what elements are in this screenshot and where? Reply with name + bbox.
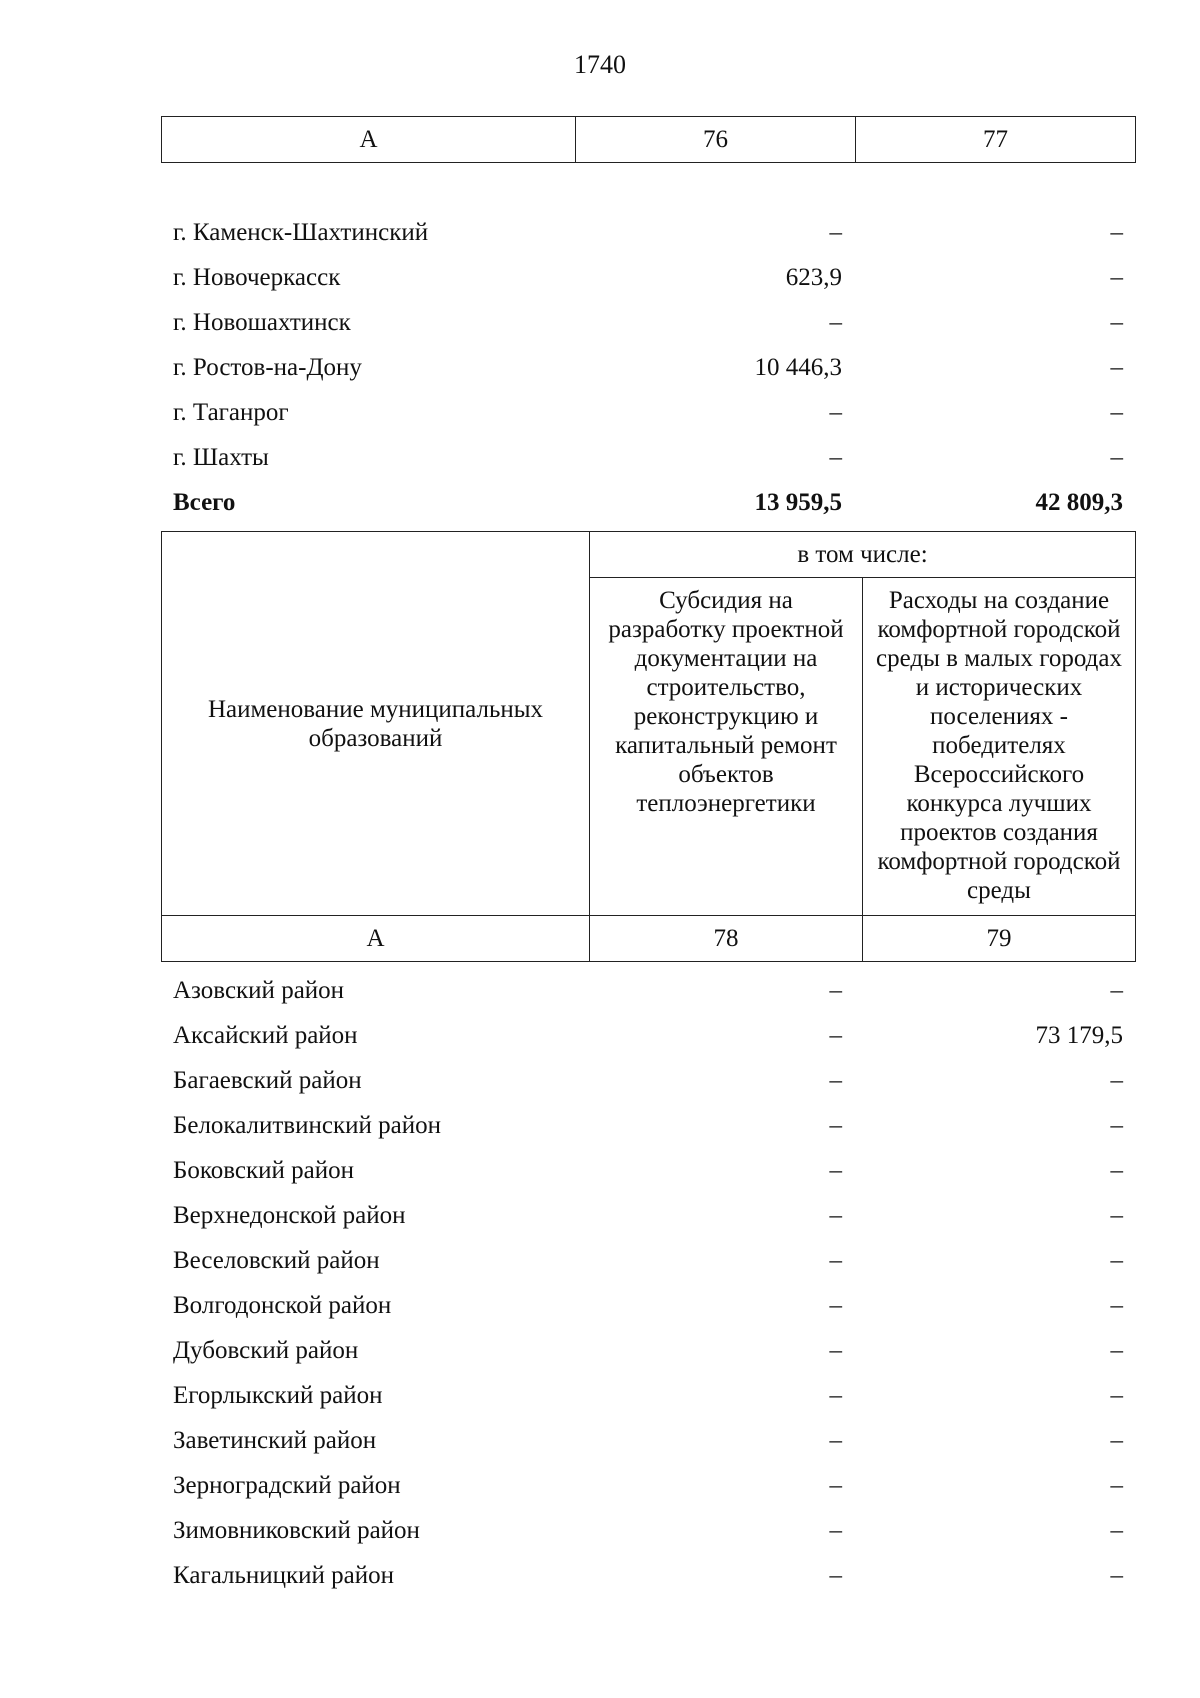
- value-col-1: –: [829, 399, 842, 426]
- value-col-2: –: [1110, 444, 1123, 471]
- table-row: [161, 210, 1135, 255]
- municipality-name: Заветинский район: [173, 1427, 377, 1454]
- table-row: [161, 300, 1135, 345]
- table-row: [161, 1553, 1135, 1598]
- table-row: [161, 1193, 1135, 1238]
- value-col-1: 13 959,5: [754, 489, 842, 516]
- value-col-2: –: [1110, 1157, 1123, 1184]
- municipality-name: Верхнедонской район: [173, 1202, 406, 1229]
- municipality-name: Всего: [173, 489, 236, 516]
- table-row: [161, 1013, 1135, 1058]
- municipality-name: Кагальницкий район: [173, 1562, 395, 1589]
- table-row: [161, 435, 1135, 480]
- value-col-1: –: [829, 1022, 842, 1049]
- header-col-76: 76: [576, 117, 856, 163]
- header-col-a: А: [162, 916, 590, 962]
- table-row: [161, 1508, 1135, 1553]
- header-including: в том числе:: [590, 532, 1136, 578]
- value-col-2: –: [1110, 219, 1123, 246]
- value-col-1: –: [829, 1247, 842, 1274]
- value-col-1: 10 446,3: [754, 354, 842, 381]
- value-col-1: –: [829, 219, 842, 246]
- municipality-name: Волгодонской район: [173, 1292, 392, 1319]
- municipality-name: Аксайский район: [173, 1022, 358, 1049]
- value-col-2: –: [1110, 309, 1123, 336]
- header-col-77: 77: [856, 117, 1136, 163]
- header-col-a: А: [162, 117, 576, 163]
- value-col-2: –: [1110, 1562, 1123, 1589]
- table-row: [161, 1328, 1135, 1373]
- value-col-2: –: [1110, 1202, 1123, 1229]
- municipality-name: г. Каменск-Шахтинский: [173, 219, 429, 246]
- table-row: [161, 1283, 1135, 1328]
- value-col-1: –: [829, 1067, 842, 1094]
- value-col-1: –: [829, 309, 842, 336]
- value-col-2: –: [1110, 1067, 1123, 1094]
- municipality-name: Веселовский район: [173, 1247, 380, 1274]
- bottom-data-rows: [161, 968, 1135, 1598]
- municipality-name: г. Новочеркасск: [173, 264, 341, 291]
- value-col-1: –: [829, 444, 842, 471]
- value-col-1: –: [829, 1427, 842, 1454]
- municipality-name: Азовский район: [173, 977, 345, 1004]
- value-col-1: –: [829, 1337, 842, 1364]
- top-data-rows: [161, 210, 1135, 525]
- value-col-2: –: [1110, 1517, 1123, 1544]
- municipality-name: Дубовский район: [173, 1337, 359, 1364]
- value-col-1: –: [829, 1157, 842, 1184]
- top-column-header: [161, 116, 1136, 163]
- value-col-1: 623,9: [785, 264, 842, 291]
- table-row: [161, 390, 1135, 435]
- value-col-1: –: [829, 1112, 842, 1139]
- value-col-1: –: [829, 1472, 842, 1499]
- municipality-name: Зерноградский район: [173, 1472, 401, 1499]
- value-col-1: –: [829, 1562, 842, 1589]
- value-col-2: –: [1110, 1247, 1123, 1274]
- table-row: [161, 1238, 1135, 1283]
- value-col-1: –: [829, 1202, 842, 1229]
- header-col-79-title: Расходы на создание комфортной городской среды в малых городах и исторических поселениях - победителях Всероссийского конкурса лучших проектов создания комфортной городской среды: [863, 578, 1136, 916]
- value-col-2: –: [1110, 977, 1123, 1004]
- table-row: [161, 1373, 1135, 1418]
- value-col-2: –: [1110, 1112, 1123, 1139]
- value-col-2: –: [1110, 1292, 1123, 1319]
- municipality-name: Багаевский район: [173, 1067, 362, 1094]
- value-col-1: –: [829, 1382, 842, 1409]
- page-number: 1740: [574, 50, 626, 79]
- header-col-78-title: Субсидия на разработку проектной документации на строительство, реконструкцию и капитальный ремонт объектов теплоэнергетики: [590, 578, 863, 916]
- table-row: [161, 1103, 1135, 1148]
- municipality-name: г. Новошахтинск: [173, 309, 351, 336]
- value-col-2: –: [1110, 1427, 1123, 1454]
- total-row: [161, 480, 1135, 525]
- value-col-2: 73 179,5: [1035, 1022, 1123, 1049]
- municipality-name: Егорлыкский район: [173, 1382, 383, 1409]
- value-col-2: –: [1110, 399, 1123, 426]
- table-row: [161, 1463, 1135, 1508]
- municipality-name: Зимовниковский район: [173, 1517, 420, 1544]
- value-col-1: –: [829, 977, 842, 1004]
- mid-column-header: [161, 531, 1136, 962]
- header-municipality-name: Наименование муниципальных образований: [162, 532, 590, 916]
- municipality-name: г. Таганрог: [173, 399, 289, 426]
- value-col-2: –: [1110, 264, 1123, 291]
- table-row: [161, 1058, 1135, 1103]
- value-col-2: –: [1110, 1337, 1123, 1364]
- header-col-78: 78: [590, 916, 863, 962]
- table-row: [161, 968, 1135, 1013]
- value-col-2: 42 809,3: [1035, 489, 1123, 516]
- value-col-2: –: [1110, 1472, 1123, 1499]
- municipality-name: г. Ростов-на-Дону: [173, 354, 362, 381]
- table-row: [161, 345, 1135, 390]
- table-row: [161, 1148, 1135, 1193]
- value-col-2: –: [1110, 1382, 1123, 1409]
- municipality-name: Боковский район: [173, 1157, 354, 1184]
- table-row: [161, 255, 1135, 300]
- header-col-79: 79: [863, 916, 1136, 962]
- municipality-name: Белокалитвинский район: [173, 1112, 441, 1139]
- value-col-2: –: [1110, 354, 1123, 381]
- value-col-1: –: [829, 1517, 842, 1544]
- municipality-name: г. Шахты: [173, 444, 269, 471]
- table-row: [161, 1418, 1135, 1463]
- value-col-1: –: [829, 1292, 842, 1319]
